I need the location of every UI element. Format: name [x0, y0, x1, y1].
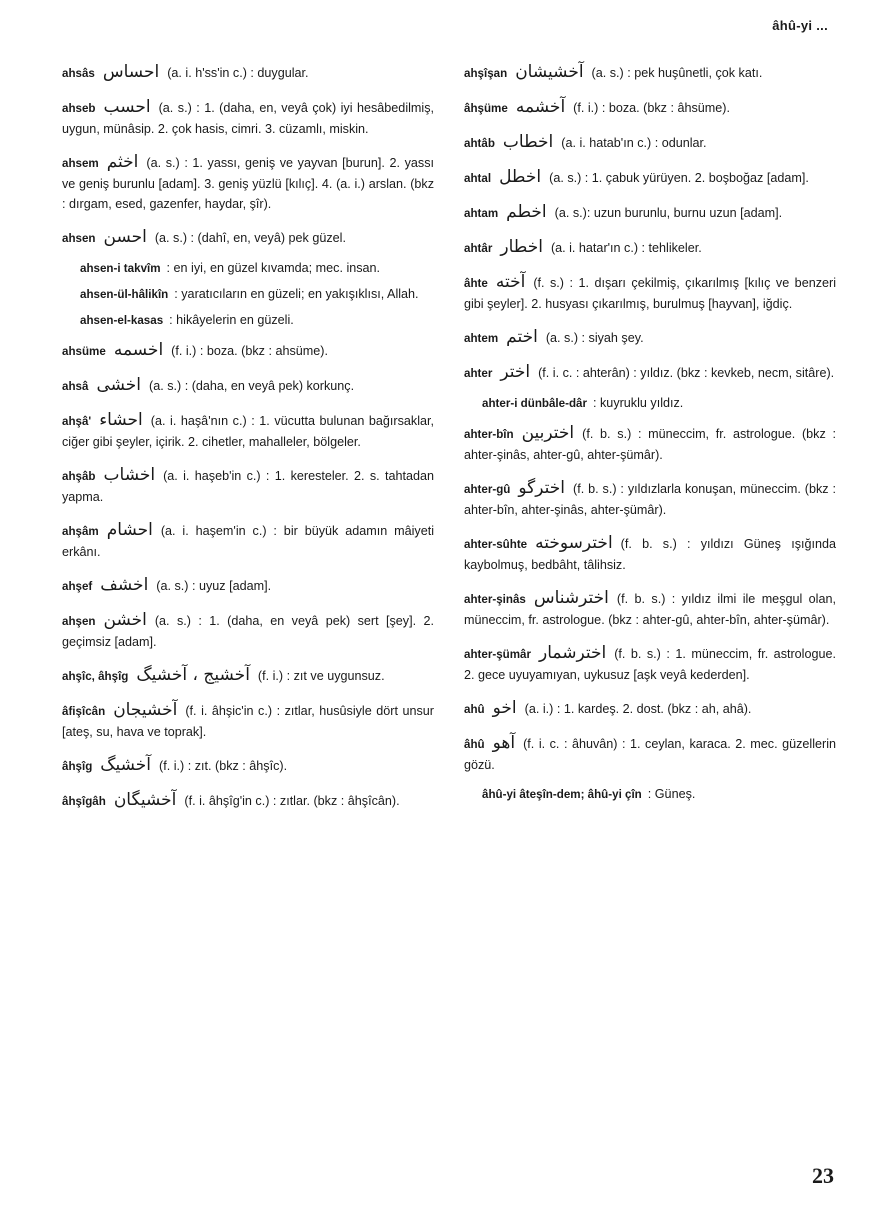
definition: (a. s.) : pek huşûnetli, çok katı. — [591, 66, 763, 80]
entry-ahsam — [62, 520, 434, 562]
headword: ahsâs — [62, 67, 95, 80]
arabic-script: اخترشمار — [539, 643, 607, 663]
entry-ahtam — [464, 202, 836, 224]
headword: ahter — [464, 367, 493, 380]
subentry-ahsen-el-kasas — [80, 310, 434, 331]
arabic-script: اخو — [492, 698, 517, 718]
definition: (a. s.) : 1. (daha, en, veyâ çok) iyi hesâbedilmiş, uygun, münâsip. 2. çok hasis, cimri. 3. cüzamlı, miskin. — [62, 101, 434, 136]
definition: (f. b. s.) : yıldızlarla konuşan, müneccim. (bkz : ahter-bîn, ahter-şinâs, ahter-şümâr). — [464, 482, 836, 517]
arabic-script: اخطار — [500, 237, 543, 257]
definition: : en iyi, en güzel kıvamda; mec. insan. — [166, 261, 381, 275]
entry-ahter-suhte — [464, 533, 836, 575]
entry-ahseb — [62, 97, 434, 139]
definition: : kuyruklu yıldız. — [593, 396, 684, 410]
headword: ahşen — [62, 615, 96, 628]
headword: ahtâr — [464, 242, 493, 255]
headword: ahşâb — [62, 470, 96, 483]
headword: ahsen — [62, 232, 96, 245]
definition: (f. b. s.) : yıldız ilmi ile meşgul olan, müneccim, fr. astrologue. (bkz : ahter-gû, ahter-bîn, ahter-şümâr). — [464, 592, 836, 627]
headword: ahter-şinâs — [464, 593, 526, 606]
headword: âfişîcân — [62, 705, 106, 718]
subentry-ahu-yi-atesin-dem — [482, 784, 836, 805]
running-head: âhû-yi ... — [772, 18, 828, 33]
arabic-script: اخطاب — [502, 132, 554, 152]
arabic-script: احشاء — [99, 410, 143, 430]
headword: ahşîc, âhşîg — [62, 670, 129, 683]
definition: : yaratıcıların en güzeli; en yakışıklısı, Allah. — [174, 287, 419, 301]
left-column — [62, 62, 434, 825]
arabic-script: آخشيگان — [113, 790, 177, 810]
entry-ahtab — [464, 132, 836, 154]
arabic-script: آخشيجان — [113, 700, 178, 720]
headword: ahtâb — [464, 137, 495, 150]
definition: (a. i. hatar'ın c.) : tehlikeler. — [550, 241, 702, 255]
headword: âhû — [464, 738, 485, 751]
headword: ahter-şümâr — [464, 648, 532, 661]
headword: ahşîşan — [464, 67, 508, 80]
headword: âhşîg — [62, 760, 93, 773]
arabic-script: اخسمه — [113, 340, 164, 360]
subentry-ahter-i-dunbale-dar — [482, 393, 836, 414]
entry-ahsa — [62, 375, 434, 397]
definition: (a. s.) : 1. (daha, en veyâ pek) sert [şey]. 2. geçimsiz [adam]. — [62, 614, 434, 649]
definition: (a. s.) : uyuz [adam]. — [156, 579, 272, 593]
entry-ahsef — [62, 575, 434, 597]
entry-ahu — [464, 698, 836, 720]
entry-ahtal — [464, 167, 836, 189]
definition: (f. i. c. : âhuvân) : 1. ceylan, karaca. 2. mec. güzellerin gözü. — [464, 737, 836, 772]
entry-ahter — [464, 362, 836, 384]
headword: ahseb — [62, 102, 96, 115]
arabic-script: اخثم — [106, 152, 139, 172]
entry-ahte — [464, 272, 836, 314]
entry-ahter-sinas — [464, 588, 836, 630]
definition: (f. b. s.) : müneccim, fr. astrologue. (bkz : ahter-şinâs, ahter-gû, ahter-şümâr). — [464, 427, 836, 462]
entry-ahtar — [464, 237, 836, 259]
definition: (a. s.) : 1. çabuk yürüyen. 2. boşboğaz [adam]. — [549, 171, 809, 185]
entry-ahsen — [62, 227, 434, 249]
headword: ahter-bîn — [464, 428, 514, 441]
definition: (f. i.) : zıt. (bkz : âhşîc). — [159, 759, 288, 773]
headword: ahsüme — [62, 345, 106, 358]
entry-ahter-sumar — [464, 643, 836, 685]
arabic-script: آخشيشان — [515, 62, 584, 82]
entry-ahtem — [464, 327, 836, 349]
arabic-script: آخشيگ — [100, 755, 152, 775]
entry-ahsume — [62, 340, 434, 362]
arabic-script: اخشن — [103, 610, 147, 630]
definition: (a. i. haşeb'in c.) : 1. keresteler. 2. s. tahtadan yapma. — [62, 469, 434, 504]
arabic-script: احشام — [106, 520, 153, 540]
arabic-script: اخترسوخته — [535, 533, 613, 553]
entry-ahsigah — [62, 790, 434, 812]
page-number: 23 — [812, 1163, 834, 1188]
headword: ahşâ' — [62, 415, 92, 428]
arabic-script: آخشيج ، آخشيگ — [136, 665, 250, 685]
definition: (a. i. hatab'ın c.) : odunlar. — [561, 136, 707, 150]
headword: âhû-yi âteşîn-dem; âhû-yi çîn — [482, 788, 642, 801]
headword: âhşüme — [464, 102, 508, 115]
headword: ahter-i dünbâle-dâr — [482, 397, 588, 410]
subentry-ahsen-i-takvim — [80, 258, 434, 279]
arabic-script: اخطل — [499, 167, 542, 187]
entry-ahsig — [62, 755, 434, 777]
definition: (a. s.) : 1. yassı, geniş ve yayvan [burun]. 2. yassı ve geniş burunlu [adam]. 3. geniş yüzlü [kılıç]. 4. (a. i.) arslan. (bkz : dırgam, esed, gazenfer, haydar, şîr). — [62, 156, 434, 211]
definition: (a. i. h'ss'in c.) : duygular. — [167, 66, 309, 80]
headword: ahû — [464, 703, 485, 716]
headword: ahter-gû — [464, 483, 511, 496]
headword: ahtam — [464, 207, 499, 220]
definition: (f. b. s.) : yıldızı Güneş ışığında kaybolmuş, bedbâht, tâlihsiz. — [464, 537, 836, 572]
definition: (f. i.) : zıt ve uygunsuz. — [257, 669, 385, 683]
definition: (a. s.) : siyah şey. — [545, 331, 644, 345]
arabic-script: اختر — [500, 362, 531, 382]
definition: (f. i. âhşîg'in c.) : zıtlar. (bkz : âhşîcân). — [184, 794, 400, 808]
headword: ahtal — [464, 172, 492, 185]
entry-ahter-gu — [464, 478, 836, 520]
arabic-script: اخترگو — [518, 478, 565, 498]
definition: (a. i.) : 1. kardeş. 2. dost. (bkz : ah, ahâ). — [524, 702, 752, 716]
entry-ahsic — [62, 665, 434, 687]
headword: âhte — [464, 277, 488, 290]
arabic-script: اخشى — [96, 375, 142, 395]
headword: ahşâm — [62, 525, 99, 538]
definition: : Güneş. — [647, 787, 696, 801]
entry-ahsen-2 — [62, 610, 434, 652]
subentry-ahsen-ul-halikin — [80, 284, 434, 305]
headword: ahsâ — [62, 380, 89, 393]
arabic-script: اختربين — [521, 423, 575, 443]
definition: (f. i. âhşic'in c.) : zıtlar, husûsiyle dört unsur [ateş, su, hava ve toprak]. — [62, 704, 434, 739]
arabic-script: آهو — [492, 733, 516, 753]
arabic-script: احساس — [102, 62, 160, 82]
right-column — [464, 62, 836, 814]
headword: ahsen-ül-hâlikîn — [80, 288, 169, 301]
entry-ahsa-hamza — [62, 410, 434, 452]
definition: (f. i.) : boza. (bkz : âhsüme). — [573, 101, 730, 115]
entry-ahsas — [62, 62, 434, 84]
arabic-script: اخشاب — [103, 465, 156, 485]
definition: (f. s.) : 1. dışarı çekilmiş, çıkarılmış [kılıç ve benzeri gibi şeyler]. 2. husyası çıkarılmış, burulmuş [hayvan], iğdiç. — [464, 276, 836, 311]
arabic-script: اخطم — [506, 202, 547, 222]
definition: : hikâyelerin en güzeli. — [169, 313, 294, 327]
definition: (f. i. c. : ahterân) : yıldız. (bkz : kevkeb, necm, sitâre). — [538, 366, 835, 380]
headword: ahşef — [62, 580, 93, 593]
arabic-script: اختم — [506, 327, 538, 347]
headword: ahsen-i takvîm — [80, 262, 161, 275]
arabic-script: اخشف — [100, 575, 149, 595]
definition: (a. i. haşem'in c.) : bir büyük adamın mâiyeti erkânı. — [62, 524, 434, 559]
headword: ahsem — [62, 157, 99, 170]
entry-ahter-bin — [464, 423, 836, 465]
definition: (f. b. s.) : 1. müneccim, fr. astrologue. 2. gece uyuyamıyan, uykusuz [aşk veyâ kederden]. — [464, 647, 836, 682]
definition: (a. s.) : (dahî, en, veyâ) pek güzel. — [154, 231, 346, 245]
headword: ahtem — [464, 332, 499, 345]
arabic-script: آخشمه — [515, 97, 566, 117]
definition: (a. i. haşâ'nın c.) : 1. vücutta bulunan bağırsaklar, ciğer gibi şeyler, içirik. 2. cihetler, mahalleler, bölgeler. — [62, 414, 434, 449]
headword: ahsen-el-kasas — [80, 314, 164, 327]
headword: âhşîgâh — [62, 795, 106, 808]
entry-afsican — [62, 700, 434, 742]
entry-ahu-2 — [464, 733, 836, 775]
definition: (a. s.) : (daha, en veyâ pek) korkunç. — [149, 379, 355, 393]
arabic-script: احسب — [103, 97, 151, 117]
definition: (f. i.) : boza. (bkz : ahsüme). — [171, 344, 328, 358]
arabic-script: آخته — [495, 272, 526, 292]
entry-ahsume-2 — [464, 97, 836, 119]
arabic-script: اخترشناس — [533, 588, 609, 608]
arabic-script: احسن — [103, 227, 147, 247]
entry-ahsab — [62, 465, 434, 507]
headword: ahter-sûhte — [464, 538, 528, 551]
definition: (a. s.): uzun burunlu, burnu uzun [adam]. — [554, 206, 783, 220]
entry-ahsem — [62, 152, 434, 214]
entry-ahsisan — [464, 62, 836, 84]
